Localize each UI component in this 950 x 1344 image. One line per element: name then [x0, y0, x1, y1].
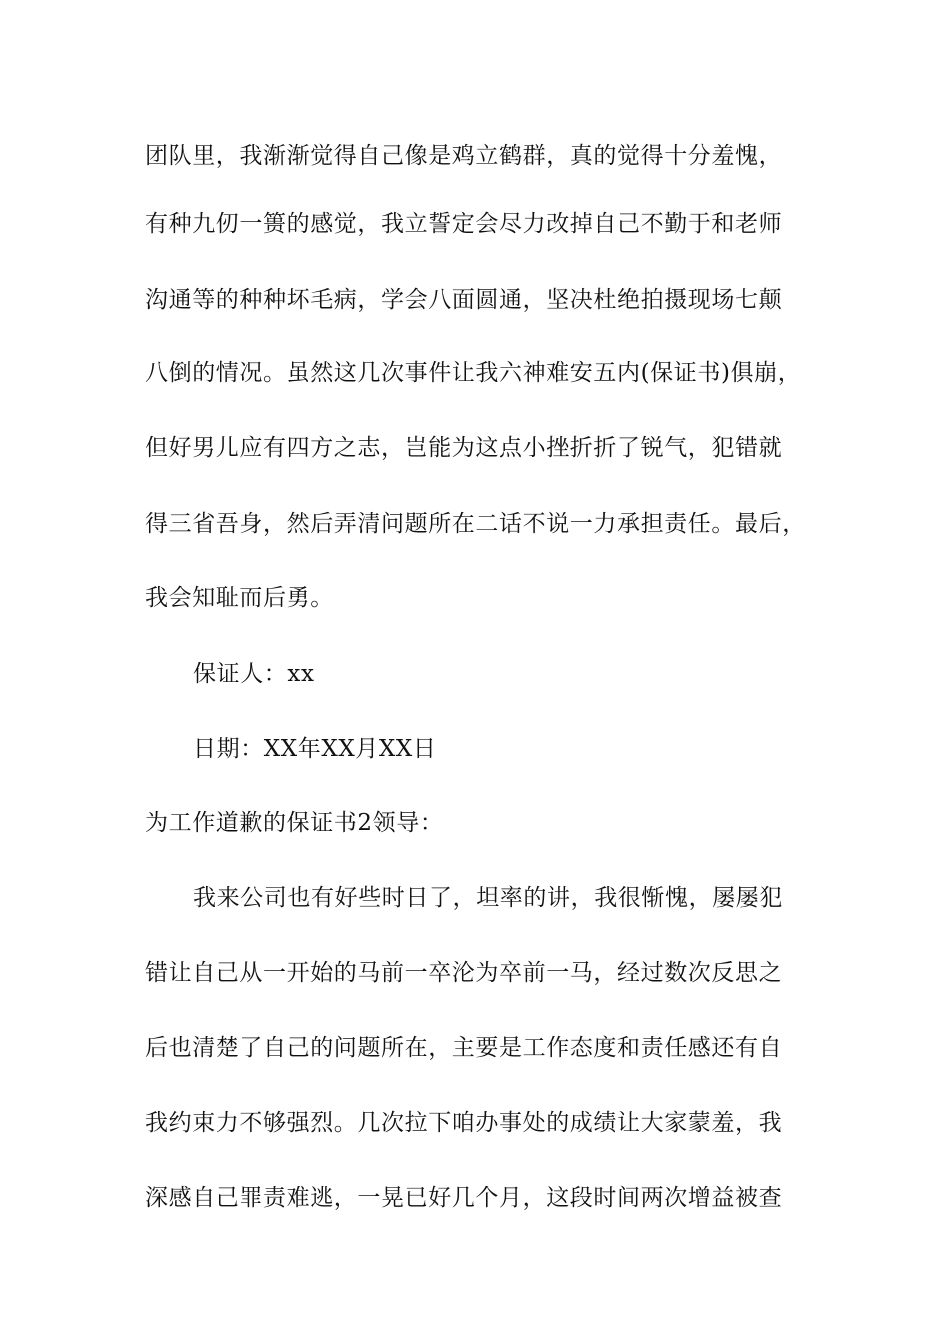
text-line: 但好男儿应有四方之志，岂能为这点小挫折折了锐气，犯错就: [145, 435, 783, 461]
section-title: 为工作道歉的保证书2领导：: [145, 810, 444, 836]
text-line: 团队里，我渐渐觉得自己像是鸡立鹤群，真的觉得十分羞愧，: [145, 143, 783, 169]
guarantor-line: 保证人：xx: [193, 661, 315, 687]
text-line: 后也清楚了自己的问题所在，主要是工作态度和责任感还有自: [145, 1035, 783, 1061]
text-line: 沟通等的种种坏毛病，学会八面圆通，坚决杜绝拍摄现场七颠: [145, 287, 783, 313]
text-line: 有种九仞一篑的感觉，我立誓定会尽力改掉自己不勤于和老师: [145, 211, 783, 237]
text-line: 深感自己罪责难逃，一晃已好几个月，这段时间两次增益被查: [145, 1185, 783, 1211]
text-line: 八倒的情况。虽然这几次事件让我六神难安五内(保证书)俱崩，: [145, 360, 802, 386]
text-line: 我会知耻而后勇。: [145, 585, 334, 611]
text-line: 我来公司也有好些时日了，坦率的讲，我很惭愧，屡屡犯: [193, 885, 783, 911]
text-line: 我约束力不够强烈。几次拉下咱办事处的成绩让大家蒙羞，我: [145, 1110, 783, 1136]
text-line: 错让自己从一开始的马前一卒沦为卒前一马，经过数次反思之: [145, 960, 783, 986]
text-line: 得三省吾身，然后弄清问题所在二话不说一力承担责任。最后，: [145, 511, 806, 537]
date-line: 日期：XX年XX月XX日: [193, 736, 437, 762]
